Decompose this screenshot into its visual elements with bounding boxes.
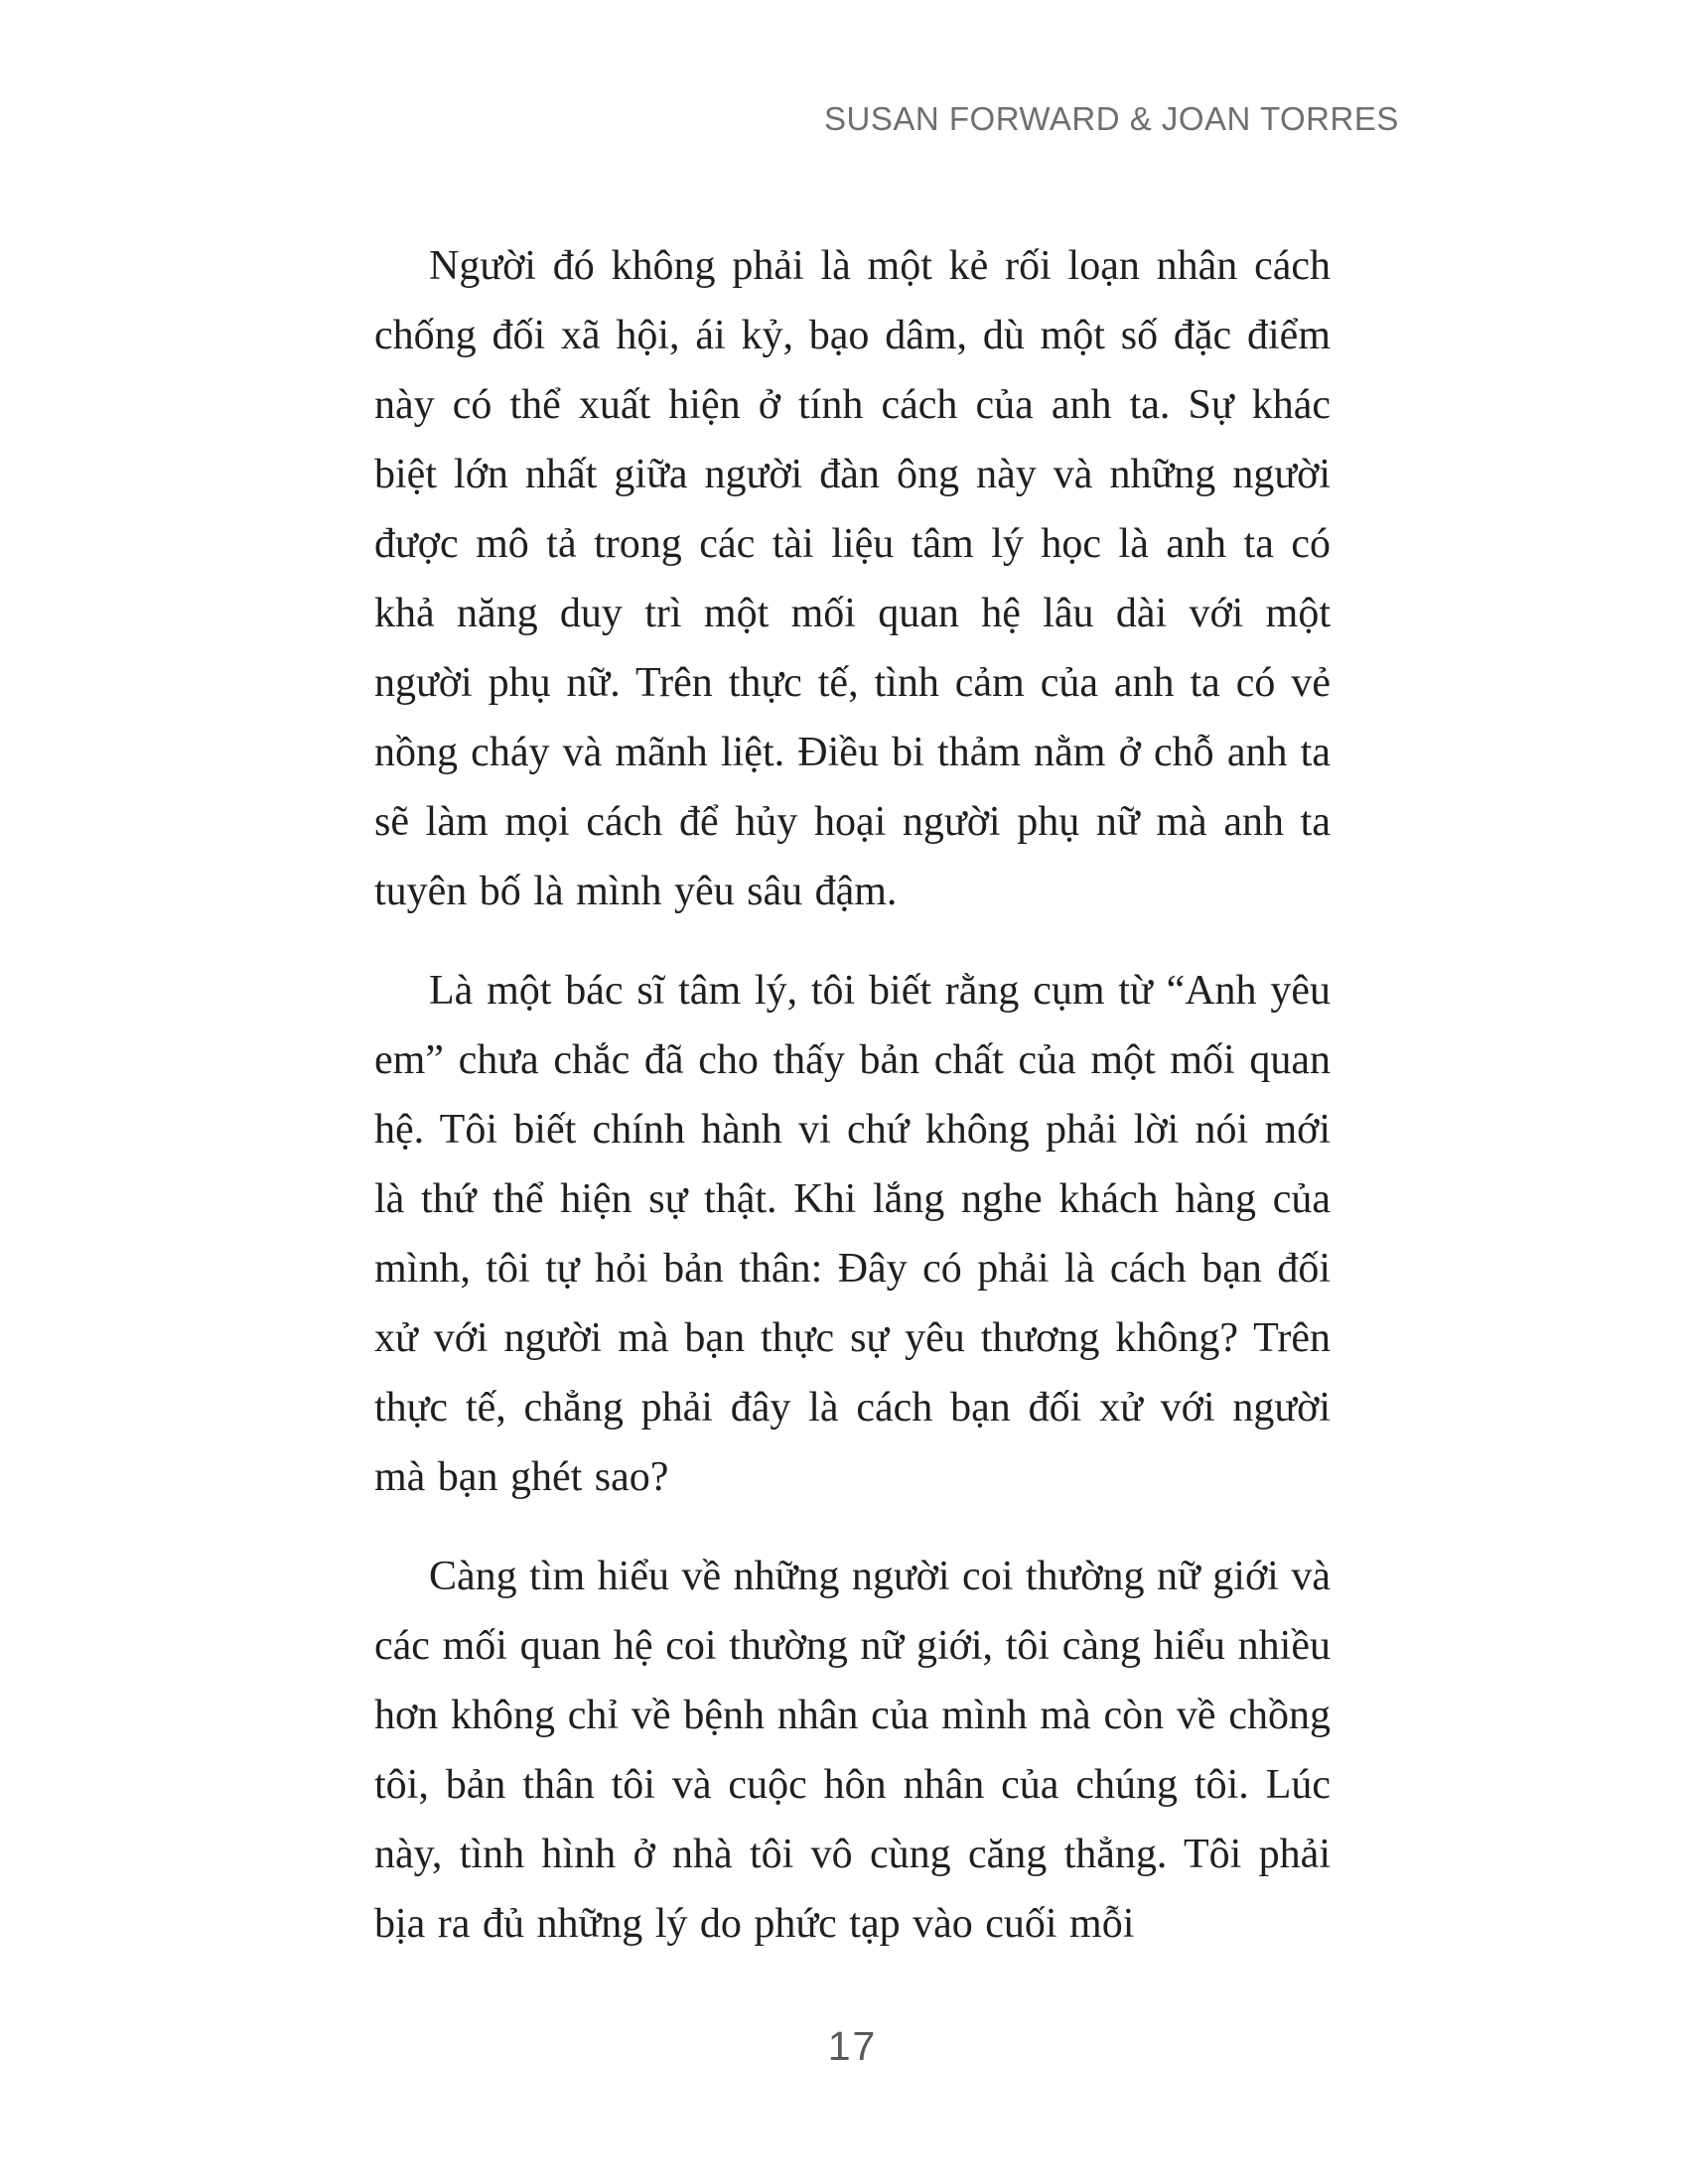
paragraph-3: Càng tìm hiểu về những người coi thường nữ giới và các mối quan hệ coi thường nữ giới, tôi càng hiểu nhiều hơn không chỉ về bệnh nhân của mình mà còn về chồng tôi, bản thân tôi và cuộc hôn nhân của chúng tôi. Lúc này, tình hình ở nhà tôi vô cùng căng thẳng. Tôi phải bịa ra đủ những lý do phức tạp vào cuối mỗi: [374, 1554, 1331, 1947]
page-body: [374, 231, 1331, 1959]
page-number: 17: [827, 2023, 878, 2069]
running-header-title: SUSAN FORWARD & JOAN TORRES: [824, 100, 1399, 137]
paragraph-2: Là một bác sĩ tâm lý, tôi biết rằng cụm từ “Anh yêu em” chưa chắc đã cho thấy bản chất của một mối quan hệ. Tôi biết chính hành vi chứ không phải lời nói mới là thứ thể hiện sự thật. Khi lắng nghe khách hàng của mình, tôi tự hỏi bản thân: Đây có phải là cách bạn đối xử với người mà bạn thực sự yêu thương không? Trên thực tế, chẳng phải đây là cách bạn đối xử với người mà bạn ghét sao?: [374, 968, 1331, 1500]
paragraph-1: Người đó không phải là một kẻ rối loạn nhân cách chống đối xã hội, ái kỷ, bạo dâm, dù một số đặc điểm này có thể xuất hiện ở tính cách của anh ta. Sự khác biệt lớn nhất giữa người đàn ông này và những người được mô tả trong các tài liệu tâm lý học là anh ta có khả năng duy trì một mối quan hệ lâu dài với một người phụ nữ. Trên thực tế, tình cảm của anh ta có vẻ nồng cháy và mãnh liệt. Điều bi thảm nằm ở chỗ anh ta sẽ làm mọi cách để hủy hoại người phụ nữ mà anh ta tuyên bố là mình yêu sâu đậm.: [374, 243, 1331, 914]
